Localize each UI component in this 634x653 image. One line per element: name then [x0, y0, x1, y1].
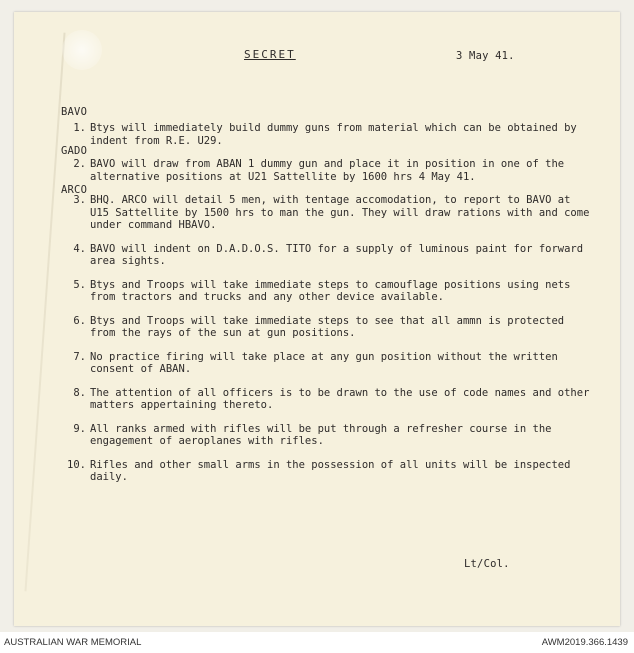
item-text: BHQ. ARCO will detail 5 men, with tentage accomodation, to report to BAVO at U15 Sattellite by 1500 hrs to man the gun. They will draw rations with and come under command HBAVO. [90, 194, 590, 231]
item-text: Btys and Troops will take immediate steps to camouflage positions using nets from tractors and trucks and any other device available. [90, 278, 571, 303]
order-items [60, 122, 600, 495]
document-heading: SECRET [244, 48, 296, 61]
item-text: BAVO will draw from ABAN 1 dummy gun and place it in position in one of the alternative positions at U21 Sattellite by 1600 hrs 4 May 41. [90, 158, 565, 183]
archive-reference: AWM2019.366.1439 [541, 637, 628, 648]
item-text: Rifles and other small arms in the possession of all units will be inspected daily. [90, 458, 571, 483]
item-text: No practice firing will take place at any gun position without the written consent of ABAN. [90, 350, 558, 375]
addressee: GADO [61, 145, 88, 157]
archive-footer [0, 633, 634, 653]
addressee: BAVO [61, 106, 88, 118]
order-item [60, 387, 600, 412]
item-number: 4. [73, 242, 86, 255]
order-item [60, 194, 600, 232]
document-date: 3 May 41. [456, 50, 515, 62]
order-item [60, 243, 600, 268]
item-text: Btys will immediately build dummy guns from material which can be obtained by indent from R.E. U29. [90, 122, 577, 147]
item-number: 5. [73, 278, 86, 291]
item-number: 1. [73, 122, 86, 134]
item-number: 10. [67, 458, 86, 471]
paper-wear-mark [62, 30, 102, 70]
item-number: 2. [73, 158, 86, 170]
item-text: BAVO will indent on D.A.D.O.S. TITO for a supply of luminous paint for forward area sights. [90, 242, 584, 267]
item-number: 9. [73, 422, 86, 435]
order-item [60, 459, 600, 484]
item-text: Btys and Troops will take immediate steps to see that all ammn is protected from the rays of the sun at gun positions. [90, 314, 565, 339]
item-text: All ranks armed with rifles will be put through a refresher course in the engagement of aeroplanes with rifles. [90, 422, 552, 447]
order-item [60, 423, 600, 448]
order-item [60, 122, 600, 147]
item-number: 6. [73, 314, 86, 327]
item-number: 3. [73, 194, 86, 206]
addressee: ARCO [61, 184, 88, 196]
order-item [60, 351, 600, 376]
item-number: 7. [73, 350, 86, 363]
order-item [60, 158, 600, 183]
order-item [60, 279, 600, 304]
item-text: The attention of all officers is to be drawn to the use of code names and other matters appertaining thereto. [90, 386, 590, 411]
archive-name: AUSTRALIAN WAR MEMORIAL [4, 637, 142, 648]
item-number: 8. [73, 386, 86, 399]
order-item [60, 315, 600, 340]
signature-line: Lt/Col. [464, 558, 510, 570]
